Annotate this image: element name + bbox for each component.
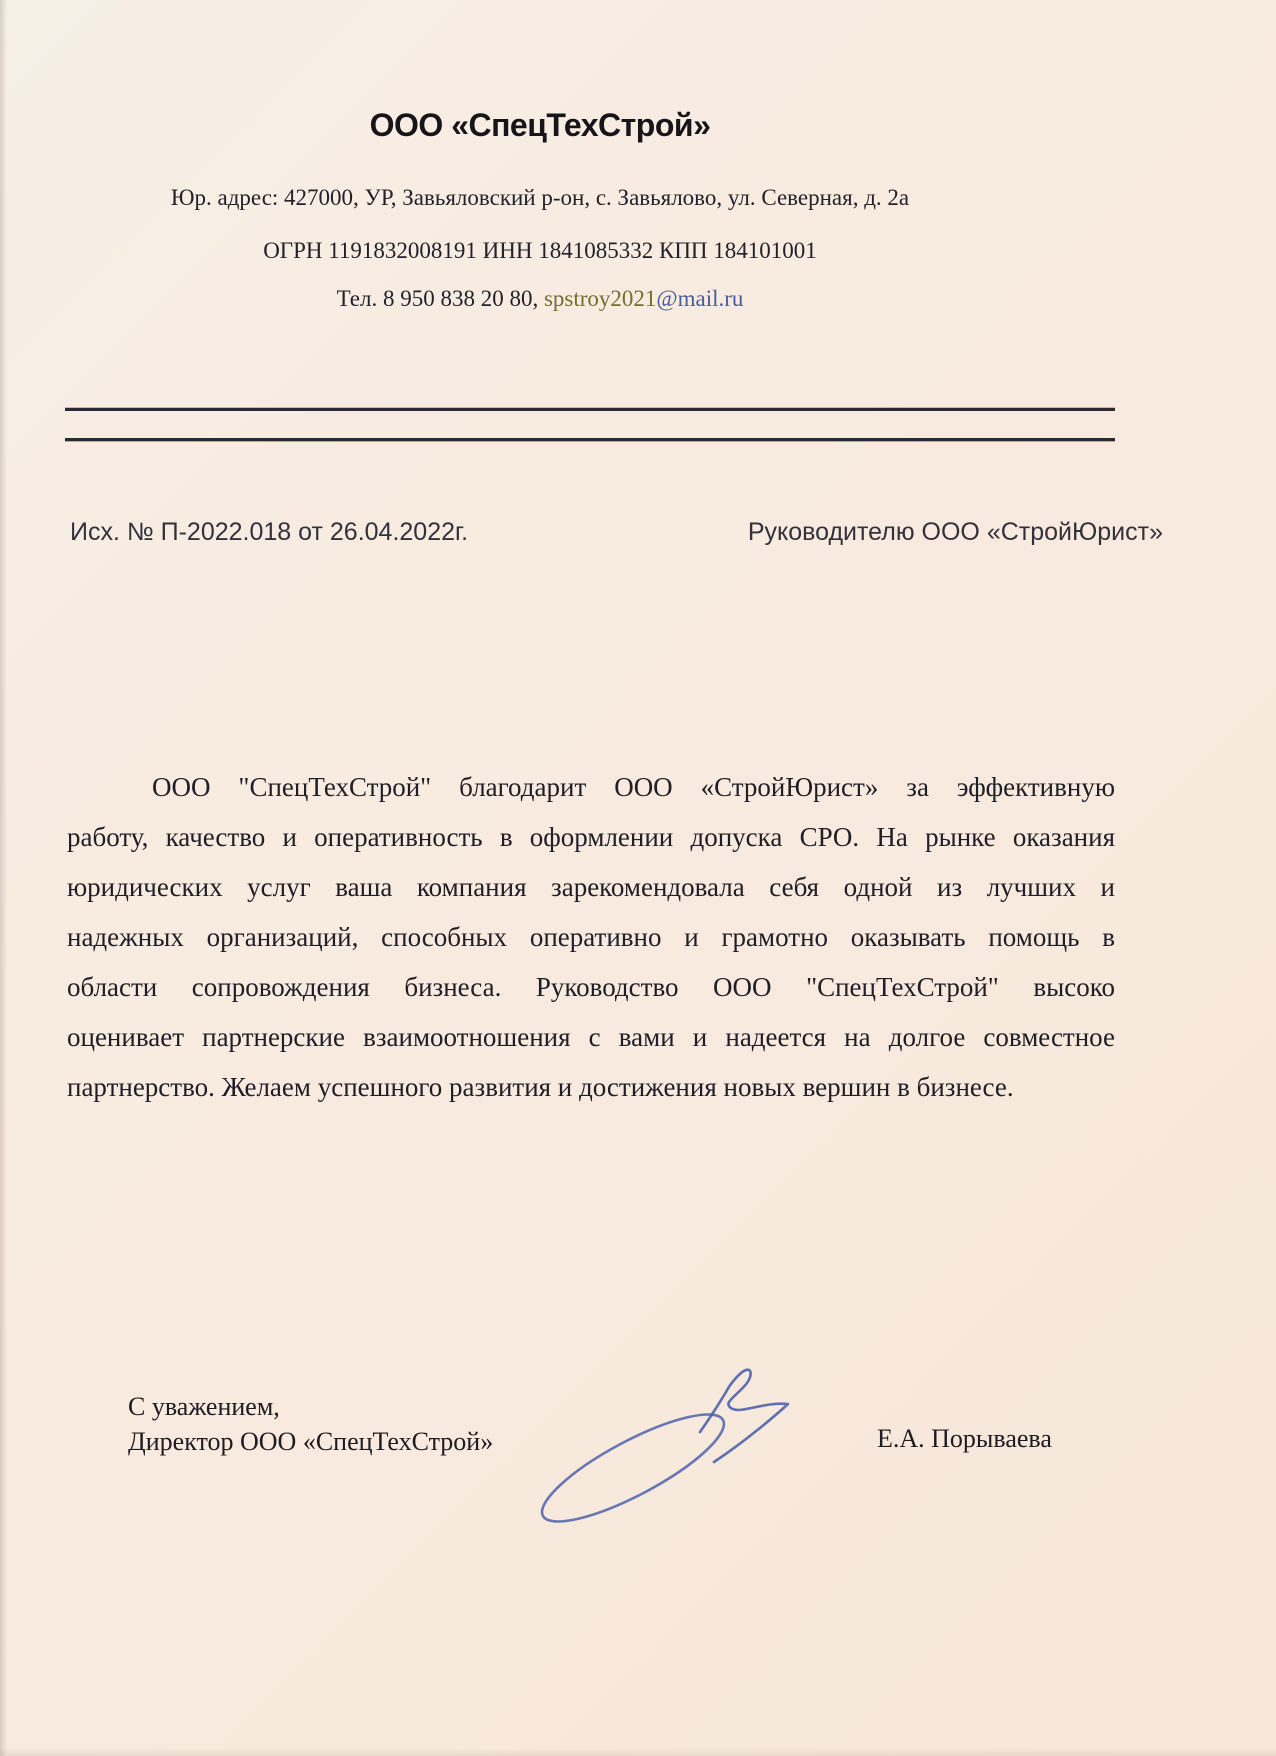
closing-salutation: С уважением,	[128, 1392, 280, 1421]
signer-position: Директор ООО «СпецТехСтрой»	[128, 1427, 494, 1456]
body-line: партнерство. Желаем успешного развития и достижения новых вершин в бизнесе.	[67, 1072, 1014, 1102]
email-address-user: spstroy2021	[543, 286, 657, 311]
letterhead-divider-top	[65, 408, 1115, 411]
handwritten-signature	[495, 1352, 825, 1552]
addressee: Руководителю ООО «СтройЮрист»	[747, 518, 1163, 546]
phone-number: Тел. 8 950 838 20 80,	[336, 286, 544, 311]
phone-email-line	[0, 284, 1080, 313]
reference-row	[70, 518, 1163, 547]
signer-name: Е.А. Порываева	[877, 1424, 1052, 1453]
letterhead	[0, 105, 1080, 313]
legal-address: Юр. адрес: 427000, УР, Завьяловский р-он, с. Завьялово, ул. Северная, д. 2а	[170, 185, 910, 210]
email-address-domain: @mail.ru	[656, 286, 744, 311]
body-line: ООО "СпецТехСтрой" благодарит ООО «СтройЮрист» за эффективную	[152, 772, 1115, 802]
letterhead-divider-bottom	[65, 438, 1115, 441]
body-line: надежных организаций, способных оперативно и грамотно оказывать помощь в	[67, 922, 1115, 952]
body-line: работу, качество и оперативность в оформлении допуска СРО. На рынке оказания	[67, 822, 1115, 852]
company-title: ООО «СпецТехСтрой»	[369, 107, 711, 143]
letter-body	[67, 762, 1115, 1112]
body-line: области сопровождения бизнеса. Руководство ООО "СпецТехСтрой" высоко	[67, 972, 1115, 1002]
outgoing-number: Исх. № П-2022.018 от 26.04.2022г.	[70, 518, 469, 546]
body-line: оценивает партнерские взаимоотношения с вами и надеется на долгое совместное	[67, 1022, 1115, 1052]
registration-numbers: ОГРН 1191832008191 ИНН 1841085332 КПП 184101001	[263, 238, 817, 263]
body-line: юридических услуг ваша компания зарекомендовала себя одной из лучших и	[67, 872, 1115, 902]
